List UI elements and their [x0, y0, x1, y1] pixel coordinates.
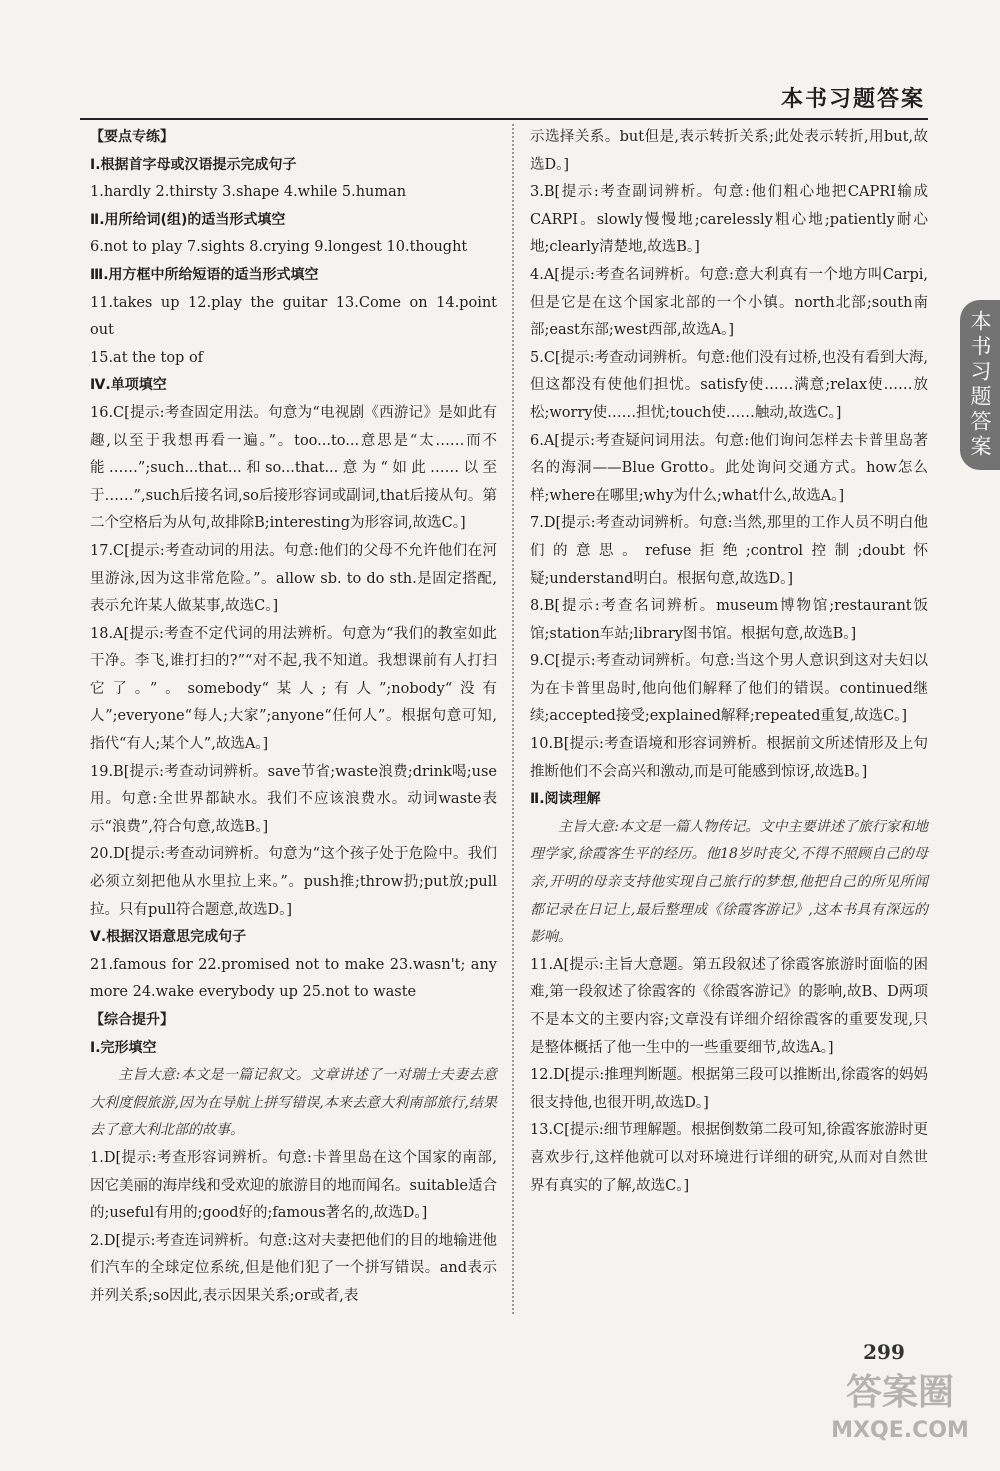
answer-item: 19.B[提示:考查动词辨析。save节省;waste浪费;drink喝;use用。句意:全世界都缺水。我们不应该浪费水。动词waste表示“浪费”,符合句意,故选B。] — [90, 763, 497, 835]
watermark-logo — [830, 1370, 970, 1470]
answer-item: 9.C[提示:考查动词辨析。句意:当这个男人意识到这对夫妇以为在卡普里岛时,他向他们解释了他们的错误。continued继续;accepted接受;explained解释;repeated重复,故选C。] — [530, 653, 928, 725]
answer-item: 7.D[提示:考查动词辨析。句意:当然,那里的工作人员不明白他们的意思。refuse拒绝;control控制;doubt怀疑;understand明白。根据句意,故选D。] — [530, 515, 928, 587]
section-heading: 【综合提升】 — [90, 1012, 174, 1028]
answer-item: 5.C[提示:考查动词辨析。句意:他们没有过桥,也没有看到大海,但这都没有使他们担忧。satisfy使……满意;relax使……放松;worry使……担忧;touch使……触动,故选C。] — [530, 349, 928, 421]
header-rule — [80, 118, 928, 120]
passage-summary: 主旨大意:本文是一篇人物传记。文中主要讲述了旅行家和地理学家,徐霞客生平的经历。他18岁时丧父,不得不照顾自己的母亲,开明的母亲支持他实现自己旅行的梦想,他把自己的所见所闻都记录在日记上,最后整理成《徐霞客游记》,这本书具有深远的影响。 — [530, 818, 928, 946]
watermark-text: 答案圈 — [845, 1372, 954, 1413]
answer-item: 6.A[提示:考查疑问词用法。句意:他们询问怎样去卡普里岛著名的海洞——Blue Grotto。此处询问交通方式。how怎么样;where在哪里;why为什么;what什么,故选A。] — [530, 432, 928, 504]
answer-item: 1.D[提示:考查形容词辨析。句意:卡普里岛在这个国家的南部,因它美丽的海岸线和受欢迎的旅游目的地而闻名。suitable适合的;useful有用的;good好的;famous著名的,故选D。] — [90, 1149, 497, 1222]
answer-item: 18.A[提示:考查不定代词的用法辨析。句意为“我们的教室如此干净。李飞,谁打扫的?”“对不起,我不知道。我想课前有人打扫它了。”。somebody“某人;有人”;nobody“没有人”;everyone“每人;大家”;anyone“任何人”。根据句意可知,指代“有人;某个人”,故选A。] — [90, 625, 497, 753]
side-tab: 本书习题答案 — [960, 300, 1000, 470]
answer-line: 6.not to play 7.sights 8.crying 9.longest 10.thought — [90, 239, 468, 256]
subsection-heading: Ⅳ.单项填空 — [90, 377, 167, 394]
answer-item: 10.B[提示:考查语境和形容词辨析。根据前文所述情形及上句推断他们不会高兴和激动,而是可能感到惊讶,故选B。] — [530, 736, 928, 780]
answer-item: 13.C[提示:细节理解题。根据倒数第二段可知,徐霞客旅游时更喜欢步行,这样他就可以对环境进行详细的研究,从而对自然世界有真实的了解,故选C。] — [530, 1122, 928, 1194]
answer-item: 20.D[提示:考查动词辨析。句意为“这个孩子处于危险中。我们必须立刻把他从水里拉上来。”。push推;throw扔;put放;pull拉。只有pull符合题意,故选D。] — [90, 846, 497, 918]
answer-line: 15.at the top of — [90, 349, 204, 366]
answer-item: 3.B[提示:考查副词辨析。句意:他们粗心地把CAPRI输成CARPI。slowly慢慢地;carelessly粗心地;patiently耐心地;clearly清楚地,故选B。] — [530, 184, 928, 256]
answer-item: 11.A[提示:主旨大意题。第五段叙述了徐霞客旅游时面临的困难,第一段叙述了徐霞客的《徐霞客游记》的影响,故B、D两项不是本文的主要内容;文章没有详细介绍徐霞客的重要发现,只是整体概括了他一生中的一些重要细节,故选A。] — [530, 956, 928, 1056]
page-header-title: 本书习题答案 — [780, 86, 925, 112]
passage-summary: 主旨大意:本文是一篇记叙文。文章讲述了一对瑞士夫妻去意大利度假旅游,因为在导航上拼写错误,本来去意大利南部旅行,结果去了意大利北部的故事。 — [90, 1067, 497, 1139]
left-column — [90, 124, 497, 1311]
watermark-url: MXQE.COM — [831, 1418, 969, 1443]
answer-item: 16.C[提示:考查固定用法。句意为“电视剧《西游记》是如此有趣,以至于我想再看一遍。”。too...to...意思是“太……而不能……”;such...that...和so...that...意为“如此……以至于……”,such后接名词,so后接形容词或副词,that后接从句。第二个空格后为从句,故排除B;interesting为形容词,故选C。] — [90, 404, 497, 532]
subsection-heading: Ⅰ.根据首字母或汉语提示完成句子 — [90, 156, 297, 173]
answer-item: 示选择关系。but但是,表示转折关系;此处表示转折,用but,故选D。] — [530, 129, 928, 173]
subsection-heading: Ⅱ.阅读理解 — [530, 791, 601, 808]
answer-item: 2.D[提示:考查连词辨析。句意:这对夫妻把他们的目的地输进他们汽车的全球定位系统,但是他们犯了一个拼写错误。and表示并列关系;so因此,表示因果关系;or或者,表 — [90, 1232, 497, 1304]
column-divider — [512, 124, 514, 1314]
answer-item: 17.C[提示:考查动词的用法。句意:他们的父母不允许他们在河里游泳,因为这非常危险。”。allow sb. to do sth.是固定搭配,表示允许某人做某事,故选C。] — [90, 542, 497, 615]
subsection-heading: Ⅰ.完形填空 — [90, 1039, 157, 1056]
section-heading: 【要点专练】 — [90, 129, 174, 145]
page-number: 299 — [863, 1340, 905, 1364]
answer-item: 4.A[提示:考查名词辨析。句意:意大利真有一个地方叫Carpi,但是它是在这个国家北部的一个小镇。north北部;south南部;east东部;west西部,故选A。] — [530, 266, 928, 339]
answer-item: 12.D[提示:推理判断题。根据第三段可以推断出,徐霞客的妈妈很支持他,也很开明,故选D。] — [530, 1067, 928, 1111]
answer-item: 8.B[提示:考查名词辨析。museum博物馆;restaurant饭馆;station车站;library图书馆。根据句意,故选B。] — [530, 598, 928, 642]
subsection-heading: Ⅲ.用方框中所给短语的适当形式填空 — [90, 266, 319, 283]
answer-line: 21.famous for 22.promised not to make 23.wasn't; any more 24.wake everybody up 25.not to waste — [90, 956, 497, 1001]
subsection-heading: Ⅱ.用所给词(组)的适当形式填空 — [90, 211, 286, 228]
right-column — [530, 124, 928, 1200]
subsection-heading: Ⅴ.根据汉语意思完成句子 — [90, 929, 247, 946]
answer-line: 11.takes up 12.play the guitar 13.Come on 14.point out — [90, 294, 497, 339]
answer-line: 1.hardly 2.thirsty 3.shape 4.while 5.human — [90, 184, 407, 201]
